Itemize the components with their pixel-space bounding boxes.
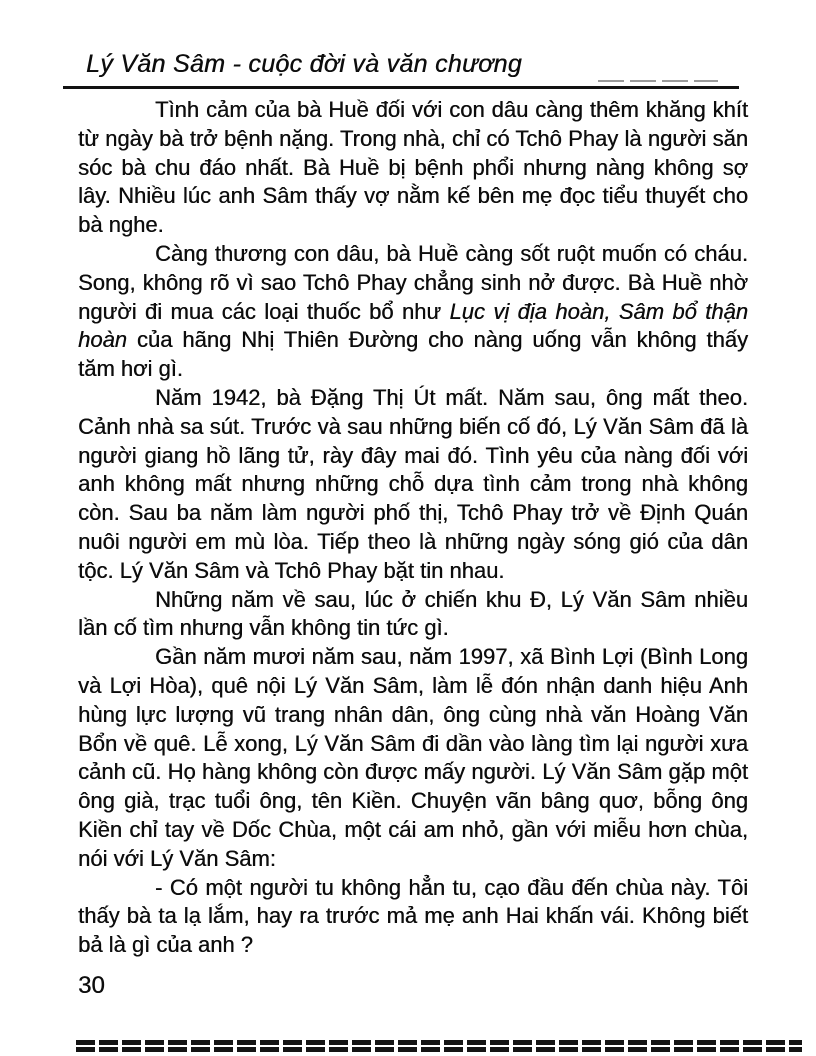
paragraph	[78, 643, 748, 873]
text-run: Năm 1942, bà Đặng Thị Út mất. Năm sau, ông mất theo. Cảnh nhà sa sút. Trước và sau những biến cố đó, Lý Văn Sâm đã là người giang hồ lãng tử, rày đây mai đó. Tình yêu của nàng đối với anh không mất nhưng những chỗ dựa tình cảm trong nhà không còn. Sau ba năm làm người phố thị, Tchô Phay trở về Định Quán nuôi người em mù lòa. Tiếp theo là những ngày sóng gió của dân tộc. Lý Văn Sâm và Tchô Phay bặt tin nhau.	[78, 384, 748, 583]
page-number: 30	[78, 972, 105, 999]
text-run: Lục vị địa hoàn, Sâm bổ thận hoàn	[78, 298, 748, 353]
scan-dash-row	[76, 1040, 802, 1045]
bottom-scan-edge-artifact	[76, 1040, 802, 1052]
text-run: Tình cảm của bà Huề đối với con dâu càng thêm khăng khít từ ngày bà trở bệnh nặng. Trong nhà, chỉ có Tchô Phay là người săn sóc bà chu đáo nhất. Bà Huề bị bệnh phổi nhưng nàng không sợ lây. Nhiều lúc anh Sâm thấy vợ nằm kế bên mẹ đọc tiểu thuyết cho bà nghe.	[78, 97, 748, 238]
text-run: Càng thương con dâu, bà Huề càng sốt ruột muốn có cháu. Song, không rõ vì sao Tchô Phay chẳng sinh nở được. Bà Huề nhờ người đi mua các loại thuốc bổ như	[78, 240, 748, 324]
header-rule	[63, 86, 739, 89]
body-text-block	[78, 96, 748, 960]
text-run: Gần năm mươi năm sau, năm 1997, xã Bình Lợi (Bình Long và Lợi Hòa), quê nội Lý Văn Sâm, làm lễ đón nhận danh hiệu Anh hùng lực lượng vũ trang nhân dân, ông cùng nhà văn Hoàng Văn Bổn về quê. Lễ xong, Lý Văn Sâm đi dần vào làng tìm lại người xưa cảnh cũ. Họ hàng không còn được mấy người. Lý Văn Sâm gặp một ông già, trạc tuổi ông, tên Kiền. Chuyện vãn bâng quơ, bỗng ông Kiền chỉ tay về Dốc Chùa, một cái am nhỏ, gần với miễu hơn chùa, nói với Lý Văn Sâm:	[78, 644, 748, 871]
paragraph	[78, 586, 748, 644]
paragraph	[78, 96, 748, 240]
text-run: của hãng Nhị Thiên Đường cho nàng uống vẫn không thấy tăm hơi gì.	[78, 327, 748, 382]
text-run: - Có một người tu không hẳn tu, cạo đầu đến chùa này. Tôi thấy bà ta lạ lắm, hay ra trước mả mẹ anh Hai khấn vái. Không biết bả là gì của anh ?	[78, 874, 748, 958]
scan-dash-row	[76, 1047, 802, 1052]
running-header-title: Lý Văn Sâm - cuộc đời và văn chương	[86, 50, 522, 78]
paragraph	[78, 240, 748, 384]
text-run: Những năm về sau, lúc ở chiến khu Đ, Lý Văn Sâm nhiều lần cố tìm nhưng vẫn không tin tức gì.	[78, 586, 748, 641]
paragraph	[78, 874, 748, 960]
paragraph	[78, 384, 748, 586]
header-rule-scan-artifact	[598, 80, 718, 82]
